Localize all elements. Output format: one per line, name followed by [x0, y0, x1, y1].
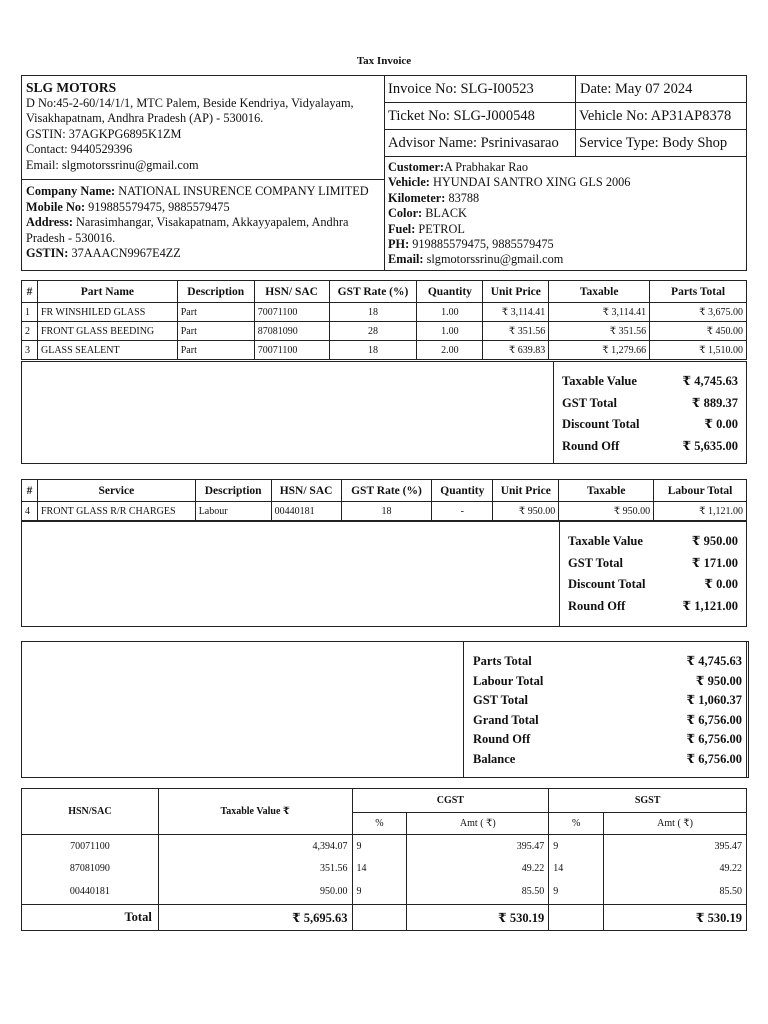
- unit-price: ₹ 351.56: [483, 322, 549, 341]
- ticket-number: Ticket No: SLG-J000548: [385, 103, 576, 129]
- parts-header-cell: #: [22, 281, 38, 303]
- sgst-amt: 395.47: [604, 835, 747, 858]
- table-row: [22, 303, 747, 322]
- description: Part: [177, 341, 254, 360]
- insurer-info: [22, 180, 384, 266]
- taxable-value: 950.00: [158, 880, 352, 905]
- taxable: ₹ 1,279.66: [549, 341, 650, 360]
- kilometer-label: Kilometer:: [388, 190, 446, 205]
- total-cgst-pct: [352, 905, 407, 931]
- hsn-tax-table: [21, 788, 747, 931]
- row-number: 2: [22, 322, 38, 341]
- total-value: ₹ 6,756.00: [686, 751, 742, 766]
- total-label: Balance: [473, 751, 516, 766]
- parts-header-cell: Part Name: [37, 281, 177, 303]
- gst-rate: 18: [329, 341, 417, 360]
- total-cgst: ₹ 530.19: [407, 905, 549, 931]
- hsn-code: 70071100: [22, 835, 159, 858]
- company-gstin: GSTIN: 37AGKPG6895K1ZM: [26, 126, 182, 141]
- hsn-sac: 00440181: [271, 502, 341, 521]
- taxable-header: Taxable Value ₹: [158, 789, 352, 835]
- sgst-amt-header: Amt ( ₹): [604, 813, 747, 835]
- parts-header-cell: Quantity: [417, 281, 483, 303]
- vehicle-number: Vehicle No: AP31AP8378: [579, 108, 732, 124]
- summary-value: ₹ 171.00: [691, 555, 738, 570]
- total-label: Total: [22, 905, 159, 931]
- labour-summary-box: [21, 521, 747, 627]
- labour-header-cell: HSN/ SAC: [271, 480, 341, 502]
- labour-header-cell: Description: [195, 480, 271, 502]
- advisor-name: Advisor Name: Psrinivasarao: [385, 130, 576, 156]
- total-value: ₹ 6,756.00: [686, 732, 742, 746]
- quantity: 1.00: [417, 322, 483, 341]
- gst-rate: 28: [329, 322, 417, 341]
- parts-summary-box: [21, 361, 747, 464]
- table-row: [22, 880, 747, 905]
- summary-value: ₹ 950.00: [691, 534, 738, 548]
- labour-header-cell: Labour Total: [654, 480, 747, 502]
- taxable: ₹ 351.56: [549, 322, 650, 341]
- summary-value: ₹ 889.37: [691, 395, 738, 410]
- hsn-code: 87081090: [22, 858, 159, 880]
- parts-header-row: [22, 281, 747, 303]
- unit-price: ₹ 3,114.41: [483, 303, 549, 322]
- parts-header-cell: Description: [177, 281, 254, 303]
- total-sgst-pct: [549, 905, 604, 931]
- summary-label: GST Total: [568, 555, 624, 570]
- gst-rate: 18: [341, 502, 432, 521]
- quantity: 2.00: [417, 341, 483, 360]
- taxable: ₹ 3,114.41: [549, 303, 650, 322]
- description: Labour: [195, 502, 271, 521]
- description: Part: [177, 303, 254, 322]
- fuel-label: Fuel:: [388, 221, 416, 236]
- vehicle-model: HYUNDAI SANTRO XING GLS 2006: [432, 175, 631, 190]
- summary-label: Discount Total: [562, 417, 640, 431]
- total-label: GST Total: [473, 693, 529, 707]
- grand-totals: [463, 641, 749, 778]
- row-number: 4: [22, 502, 38, 521]
- cgst-pct: 9: [352, 835, 407, 858]
- insurer-company-label: Company Name:: [26, 184, 116, 198]
- kilometer-value: 83788: [448, 190, 480, 205]
- part-name: GLASS SEALENT: [37, 341, 177, 360]
- gst-rate: 18: [329, 303, 417, 322]
- total-label: Round Off: [473, 732, 531, 746]
- summary-label: Round Off: [568, 598, 626, 613]
- sgst-pct: 9: [549, 880, 604, 905]
- total-label: Parts Total: [473, 654, 532, 668]
- parts-header-cell: Parts Total: [650, 281, 747, 303]
- table-row: [22, 835, 747, 858]
- description: Part: [177, 322, 254, 341]
- table-row: [22, 341, 747, 360]
- summary-value: ₹ 1,121.00: [682, 598, 738, 613]
- parts-summary: [553, 361, 747, 464]
- sgst-pct-header: %: [549, 813, 604, 835]
- sgst-pct: 14: [549, 858, 604, 880]
- total-taxable: ₹ 5,695.63: [158, 905, 352, 931]
- email-label: Email:: [388, 252, 424, 267]
- hsn-sac: 70071100: [254, 303, 329, 322]
- summary-label: Round Off: [562, 438, 620, 453]
- unit-price: ₹ 950.00: [493, 502, 559, 521]
- labour-header-cell: Service: [37, 480, 195, 502]
- seller-info: [22, 76, 384, 180]
- total-label: Labour Total: [473, 673, 544, 688]
- parts-header-cell: Taxable: [549, 281, 650, 303]
- labour-table: [21, 479, 747, 521]
- cgst-amt: 49.22: [407, 858, 549, 880]
- sgst-amt: 85.50: [604, 880, 747, 905]
- grand-totals-box: [21, 641, 747, 778]
- parts-total: ₹ 1,510.00: [650, 341, 747, 360]
- labour-header-cell: Taxable: [559, 480, 654, 502]
- total-value: ₹ 1,060.37: [686, 693, 742, 707]
- customer-name: A Prabhakar Rao: [444, 160, 529, 174]
- parts-total: ₹ 3,675.00: [650, 303, 747, 322]
- hsn-sac: 87081090: [254, 322, 329, 341]
- quantity: 1.00: [417, 303, 483, 322]
- row-number: 1: [22, 303, 38, 322]
- phone-label: PH:: [388, 237, 410, 252]
- labour-header-cell: Quantity: [432, 480, 493, 502]
- table-row: [22, 322, 747, 341]
- taxable: ₹ 950.00: [559, 502, 654, 521]
- color-label: Color:: [388, 206, 423, 221]
- total-label: Grand Total: [473, 712, 539, 727]
- service-type: Service Type: Body Shop: [579, 135, 728, 151]
- taxable-value: 351.56: [158, 858, 352, 880]
- hsn-sac: 70071100: [254, 341, 329, 360]
- taxable-value: 4,394.07: [158, 835, 352, 858]
- invoice-meta: [385, 76, 746, 270]
- labour-header-cell: GST Rate (%): [341, 480, 432, 502]
- cgst-amt-header: Amt ( ₹): [407, 813, 549, 835]
- color-value: BLACK: [425, 206, 467, 221]
- insurer-address-label: Address:: [26, 215, 73, 230]
- quantity: -: [432, 502, 493, 521]
- cgst-amt: 395.47: [407, 835, 549, 858]
- total-value: ₹ 6,756.00: [686, 712, 742, 727]
- total-row: [22, 905, 747, 931]
- labour-summary: [559, 521, 747, 627]
- summary-label: Taxable Value: [568, 534, 643, 548]
- parts-header-cell: HSN/ SAC: [254, 281, 329, 303]
- parts-header-cell: GST Rate (%): [329, 281, 417, 303]
- parts-header-cell: Unit Price: [483, 281, 549, 303]
- sgst-amt: 49.22: [604, 858, 747, 880]
- row-number: 3: [22, 341, 38, 360]
- unit-price: ₹ 639.83: [483, 341, 549, 360]
- insurer-mobile-label: Mobile No:: [26, 199, 86, 214]
- seller-and-insurer: [22, 76, 385, 270]
- total-value: ₹ 950.00: [695, 673, 742, 688]
- invoice-header: [21, 75, 747, 271]
- insurer-mobile: 919885579475, 9885579475: [88, 199, 230, 214]
- cgst-header: CGST: [352, 789, 549, 813]
- hsn-header: HSN/SAC: [22, 789, 159, 835]
- company-email: Email: slgmotorssrinu@gmail.com: [26, 157, 199, 172]
- cgst-pct: 14: [352, 858, 407, 880]
- fuel-value: PETROL: [418, 221, 465, 236]
- insurer-gstin: 37AAACN9967E4ZZ: [71, 246, 181, 261]
- invoice-number: Invoice No: SLG-I00523: [385, 76, 576, 102]
- labour-total: ₹ 1,121.00: [654, 502, 747, 521]
- customer-info: [385, 157, 746, 271]
- phone-value: 919885579475, 9885579475: [412, 237, 554, 252]
- insurer-gstin-label: GSTIN:: [26, 246, 69, 261]
- vehicle-label: Vehicle:: [388, 175, 430, 190]
- summary-label: Discount Total: [568, 577, 646, 591]
- customer-label: Customer:: [388, 160, 445, 174]
- insurer-company: NATIONAL INSURENCE COMPANY LIMITED: [118, 184, 369, 198]
- service-name: FRONT GLASS R/R CHARGES: [37, 502, 195, 521]
- insurer-address: Narasimhangar, Visakapatnam, Akkayyapalem, Andhra Pradesh - 530016.: [26, 215, 349, 245]
- part-name: FRONT GLASS BEEDING: [37, 322, 177, 341]
- summary-label: Taxable Value: [562, 374, 637, 388]
- parts-table: [21, 280, 747, 360]
- summary-value: ₹ 4,745.63: [682, 374, 738, 388]
- parts-total: ₹ 450.00: [650, 322, 747, 341]
- labour-header-cell: #: [22, 480, 38, 502]
- company-name: SLG MOTORS: [26, 80, 117, 95]
- summary-value: ₹ 0.00: [704, 417, 738, 431]
- total-sgst: ₹ 530.19: [604, 905, 747, 931]
- company-contact: Contact: 9440529396: [26, 142, 133, 157]
- sgst-header: SGST: [549, 789, 747, 813]
- labour-header-cell: Unit Price: [493, 480, 559, 502]
- cgst-pct-header: %: [352, 813, 407, 835]
- sgst-pct: 9: [549, 835, 604, 858]
- summary-label: GST Total: [562, 395, 618, 410]
- company-address: D No:45-2-60/14/1/1, MTC Palem, Beside Kendriya, Vidyalayam, Visakhapatnam, Andhra Pradesh (AP) - 530016.: [26, 95, 354, 126]
- cgst-pct: 9: [352, 880, 407, 905]
- total-value: ₹ 4,745.63: [686, 654, 742, 668]
- table-row: [22, 858, 747, 880]
- invoice-date: Date: May 07 2024: [580, 81, 693, 97]
- cgst-amt: 85.50: [407, 880, 549, 905]
- invoice-title: Tax Invoice: [356, 55, 412, 67]
- email-value: slgmotorssrinu@gmail.com: [426, 252, 564, 267]
- table-row: [22, 502, 747, 521]
- part-name: FR WINSHILED GLASS: [37, 303, 177, 322]
- summary-value: ₹ 0.00: [704, 577, 738, 591]
- summary-value: ₹ 5,635.00: [682, 438, 738, 453]
- hsn-code: 00440181: [22, 880, 159, 905]
- labour-header-row: [22, 480, 747, 502]
